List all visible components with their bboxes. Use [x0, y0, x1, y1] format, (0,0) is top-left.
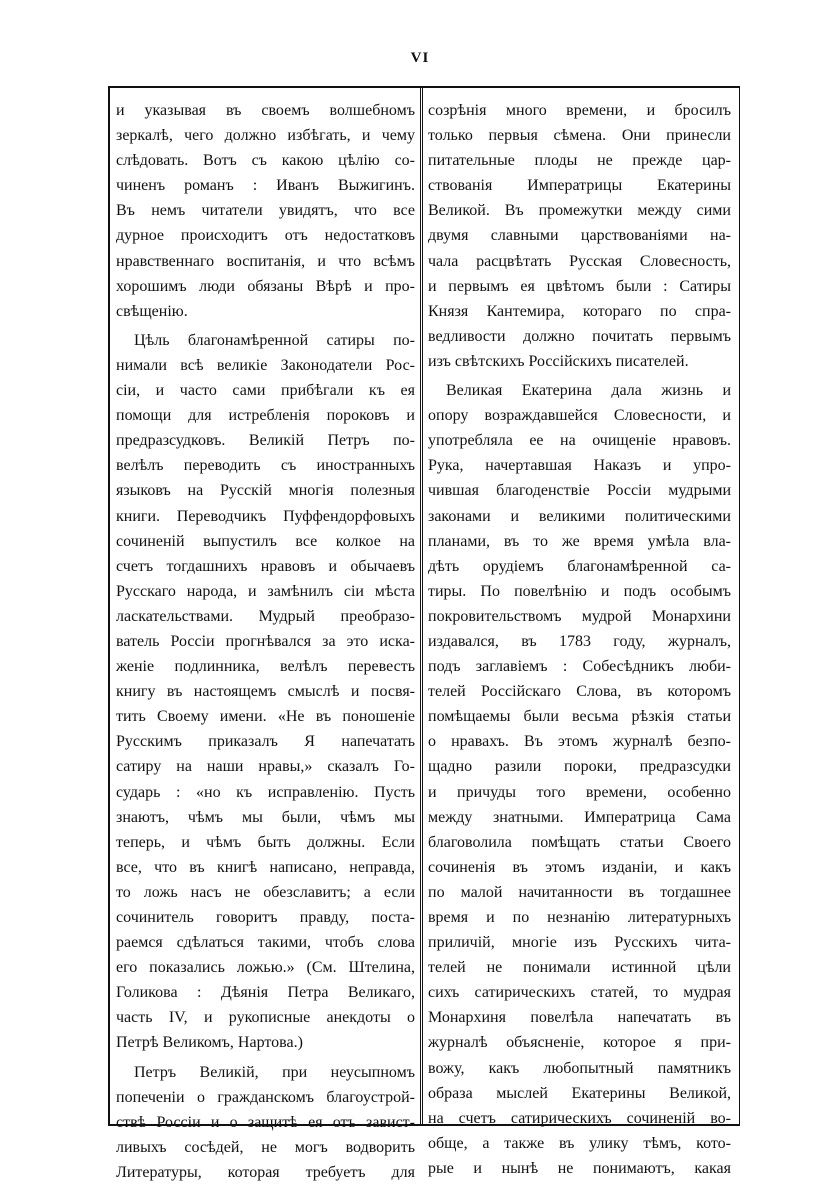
text-line: сіи, и часто сами прибѣгали къ ея [116, 382, 415, 400]
text-line: слѣдовать. Вотъ съ какою цѣлію со- [116, 152, 415, 170]
text-line: употребляла ее на очищеніе нравовъ. [428, 432, 731, 450]
text-line: предразсудковъ. Великій Петръ по- [116, 432, 415, 450]
text-line: знаютъ, чѣмъ мы были, чѣмъ мы [116, 808, 415, 826]
text-line: образа мыслей Екатерины Великой, [428, 1084, 731, 1102]
text-line: Великой. Въ промежутки между сими [428, 202, 731, 220]
text-line: раемся сдѣлаться такими, чтобъ слова [116, 934, 415, 952]
text-line: женіе подлинника, велѣлъ перевесть [116, 658, 415, 676]
right-column [428, 98, 731, 1177]
text-line: чившая благоденствіе Россіи мудрыми [428, 482, 731, 500]
text-line: Рука, начертавшая Наказъ и упро- [428, 457, 731, 475]
text-line: планами, въ то же время умѣла вла- [428, 532, 731, 550]
text-line: помощи для истребленія пороковъ и [116, 407, 415, 425]
text-line: языковъ на Русскій многія полезныя [116, 482, 415, 500]
text-line: подъ заглавіемъ : Собесѣдникъ люби- [428, 658, 731, 676]
text-line: Русскимъ приказалъ Я напечатать [116, 733, 415, 751]
text-line: вожу, какъ любопытный памятникъ [428, 1059, 731, 1077]
text-line: Въ немъ читатели увидятъ, что все [116, 202, 415, 220]
text-line: щадно разили пороки, предразсудки [428, 758, 731, 776]
text-line: хорошимъ люди обязаны Вѣрѣ и про- [116, 277, 415, 295]
text-line: сочиненій выпустилъ все колкое на [116, 532, 415, 550]
text-line: Петрѣ Великомъ, Нартова.) [116, 1034, 303, 1052]
text-line: часть IV, и рукописные анекдоты о [116, 1009, 415, 1027]
text-line: тить Своему имени. «Не въ поношеніе [116, 708, 415, 726]
text-line: ведливости должно почитать первымъ [428, 327, 731, 345]
text-line: Петръ Великій, при неусыпномъ [134, 1063, 415, 1081]
text-line: сатиру на наши нравы,» сказалъ Го- [116, 758, 415, 776]
column-divider [420, 86, 423, 1126]
text-line: обще, а также въ улику тѣмъ, кото- [428, 1134, 731, 1152]
text-line: ствованія Императрицы Екатерины [428, 177, 731, 195]
text-line: Русскаго народа, и замѣнилъ сіи мѣста [116, 582, 415, 600]
text-line: законами и великими политическими [428, 507, 731, 525]
text-line: телей не понимали истинной цѣли [428, 959, 731, 977]
text-line: и причуды того времени, особенно [428, 783, 731, 801]
text-line: сихъ сатирическихъ статей, то мудрая [428, 984, 731, 1002]
text-line: велѣлъ переводить съ иностранныхъ [116, 457, 415, 475]
text-line: то ложь насъ не обезславитъ; а если [116, 883, 415, 901]
text-line: время и по незнанію литературныхъ [428, 909, 731, 926]
text-line: Князя Кантемира, котораго по спра- [428, 302, 731, 320]
text-line: нимали всѣ великіе Законодатели Рос- [116, 356, 415, 374]
text-line: и указывая въ своемъ волшебномъ [116, 102, 415, 119]
text-line: все, что въ книгѣ написано, неправда, [116, 858, 415, 876]
text-line: Цѣль благонамѣренной сатиры по- [134, 331, 415, 349]
text-line: рые и нынѣ не понимаютъ, какая [428, 1159, 731, 1177]
text-line: сочиненія въ этомъ изданіи, и какъ [428, 858, 731, 876]
text-line: изъ свѣтскихъ Россійскихъ писателей. [428, 352, 689, 370]
text-line: помѣщаемы были весьма рѣзкія статьи [428, 708, 731, 726]
text-line: его показались ложью.» (См. Штелина, [116, 959, 415, 977]
text-line: и первымъ ея цвѣтомъ были : Сатиры [428, 277, 731, 295]
text-line: созрѣнія много времени, и бросилъ [428, 102, 731, 119]
text-line: приличій, многіе изъ Русскихъ чита- [428, 934, 731, 952]
text-line: питательные плоды не прежде цар- [428, 152, 731, 170]
text-line: ливыхъ сосѣдей, не могъ водворить [116, 1138, 415, 1156]
text-line: по малой начитанности въ тогдашнее [428, 883, 731, 901]
text-line: попеченіи о гражданскомъ благоустрой- [116, 1088, 415, 1106]
text-line: Монархиня повелѣла напечатать въ [428, 1009, 731, 1027]
text-line: теперь, и чѣмъ быть должны. Если [116, 833, 415, 851]
text-line: Голикова : Дѣянія Петра Великаго, [116, 984, 415, 1002]
text-line: издавался, въ 1783 году, журналъ, [428, 632, 731, 650]
text-line: чала расцвѣтать Русская Словесность, [428, 252, 731, 270]
text-line: двумя славными царствованіями на- [428, 227, 731, 245]
text-line: благоволила помѣщать статьи Своего [428, 833, 731, 851]
text-line: сочинитель говоритъ правду, поста- [116, 909, 415, 926]
text-line: ствѣ Россіи и о защитѣ ея отъ завист- [116, 1113, 415, 1131]
text-line: тиры. По повелѣнію и подъ особымъ [428, 582, 731, 600]
text-line: нравственнаго воспитанія, и что всѣмъ [116, 252, 415, 270]
text-line: на счетъ сатирическихъ сочиненій во- [428, 1109, 731, 1127]
text-line: свѣщенію. [116, 302, 188, 320]
text-line: телей Россійскаго Слова, въ которомъ [428, 683, 731, 701]
text-line: Великая Екатерина дала жизнь и [446, 382, 731, 400]
text-line: сударь : «но къ исправленію. Пусть [116, 783, 415, 801]
text-line: книгу въ настоящемъ смыслѣ и посвя- [116, 683, 415, 701]
text-line: зеркалѣ, чего должно избѣгать, и чему [116, 127, 415, 145]
text-line: дурное происходитъ отъ недостатковъ [116, 227, 415, 245]
text-line: дѣть орудіемъ благонамѣренной са- [428, 557, 731, 575]
text-line: Литературы, которая требуетъ для [116, 1163, 415, 1181]
page-number: VI [410, 50, 430, 66]
text-line: покровительствомъ мудрой Монархини [428, 607, 731, 625]
text-line: ватель Россіи прогнѣвался за это иска- [116, 632, 415, 650]
text-line: ласкательствами. Мудрый преобразо- [116, 607, 415, 625]
text-line: о нравахъ. Въ этомъ журналѣ безпо- [428, 733, 731, 751]
text-line: счетъ тогдашнихъ нравовъ и обычаевъ [116, 557, 415, 575]
text-line: журналѣ объясненіе, которое я при- [428, 1034, 731, 1052]
text-line: между знатными. Императрица Сама [428, 808, 731, 826]
text-line: опору возраждавшейся Словесности, и [428, 407, 731, 425]
text-line: книги. Переводчикъ Пуффендорфовыхъ [116, 507, 415, 525]
text-line: чиненъ романъ : Иванъ Выжигинъ. [116, 177, 415, 195]
text-line: только первыя сѣмена. Они принесли [428, 127, 731, 145]
left-column [116, 98, 415, 1181]
